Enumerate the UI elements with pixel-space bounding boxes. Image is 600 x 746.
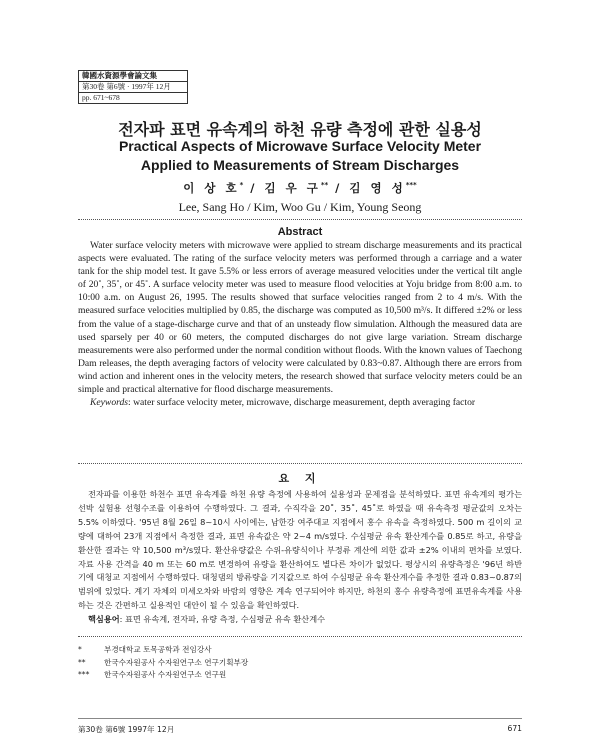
summary-body: 전자파를 이용한 하천수 표면 유속계를 하천 유량 측정에 사용하여 실용성과 문제점을 분석하였다. 표면 유속계의 평가는 선박 실험용 선형수조를 이용하여 수행하였다. 그 결과, 수직각을 20˚, 35˚, 45˚로 하였을 때 유속측정 평균값의 오차는 5.5% 이하였다. '95년 8월 26일 8~10시 사이에는, 남한강 여주대교 지점에서 홍수 유속을 측정하였다. 500 m 길이의 교량에 대하여 23개 지점에서 측정한 결과, 표면 유속값은 약 2~4 m/s였다. 수심평균 유속 환산계수를 0.85로 하고, 유량을 환산한 결과는 약 10,500 m³/s였다. 환산유량값은 수위-유량식이나 부정류 계산에 의한 값과 ±2% 이내의 편차를 보였다. 자료 사용 간격을 40 m 또는 60 m로 변경하여 유량을 환산하여도 별다른 차이가 없었다. 평상시의 유량측정은 '96년 하반기에 대청교 지점에서 수행하였다. 대청댐의 방류량을 기지값으로 하여 수심평균 유속 환산계수를 추정한 결과 0.83~0.87의 범위에 있었다. 계기 자체의 미세오차와 바람의 영향은 계속 연구되어야 하지만, 하천의 홍수 유량측정에 표면유속계를 사용하는 것은 간편하고 실용적인 대안이 될 수 있음을 확인하였다.: [78, 489, 522, 611]
summary-heading: 요 지: [278, 472, 322, 485]
affiliation-mark: ***: [78, 670, 90, 679]
authors-english: Lee, Sang Ho / Kim, Woo Gu / Kim, Young Seong: [178, 200, 422, 214]
author-2: 김 우 구: [264, 181, 321, 195]
author-1-mark: *: [239, 181, 244, 190]
abstract: [78, 239, 522, 409]
author-3: 김 영 성: [349, 181, 406, 195]
affiliation-row: [78, 669, 522, 682]
journal-pages: pp. 671~678: [82, 93, 120, 102]
summary-keywords: [78, 613, 522, 627]
abstract-heading: Abstract: [277, 226, 323, 238]
divider: [78, 219, 522, 220]
page-number: 671: [507, 724, 522, 733]
affiliation-mark: **: [78, 657, 86, 667]
affiliation-text: 부경대학교 토목공학과 전임강사: [104, 645, 212, 654]
journal-name: 韓國水資源學會論文集: [79, 71, 187, 82]
title-korean: 전자파 표면 유속계의 하천 유량 측정에 관한 실용성: [118, 120, 482, 139]
summary-keywords-label: 핵심용어: [88, 614, 120, 625]
divider: [78, 463, 522, 464]
keywords-label: Keywords: [90, 397, 129, 409]
affiliation-mark: *: [78, 645, 82, 654]
summary-keywords-text: : 표면 유속계, 전자파, 유량 측정, 수심평균 유속 환산계수: [119, 614, 326, 625]
journal-volume: 第30卷 第6號 · 1997年 12月: [79, 82, 187, 93]
keywords-text: : water surface velocity meter, microwave, discharge measurement, depth averaging factor: [128, 397, 476, 409]
korean-summary: [78, 488, 522, 627]
affiliation-row: [78, 657, 522, 670]
author-separator: /: [243, 181, 265, 195]
authors-korean: [0, 180, 600, 196]
title-english-line1: Practical Aspects of Microwave Surface Velocity Meter: [118, 138, 482, 154]
title-english-line2: Applied to Measurements of Stream Discharges: [140, 157, 460, 173]
author-2-mark: **: [320, 181, 329, 190]
page-footer: [78, 724, 522, 735]
author-3-mark: ***: [405, 181, 417, 190]
author-1: 이 상 호: [183, 181, 240, 195]
author-separator: /: [328, 181, 350, 195]
abstract-keywords: [78, 396, 522, 409]
affiliations: [78, 644, 522, 682]
footer-rule: [78, 718, 522, 719]
abstract-body: Water surface velocity meters with microwave were applied to stream discharge measurements and its practical aspects were evaluated. The rating of the surface velocity meters was performed through a carriage and a water tank for the ship model test. It gave 5.5% or less errors of average measured velocities under the vertical tilt angle of 20˚, 35˚, or 45˚. A surface velocity meter was used to measure flood velocities at Yoju bridge from 8:00 a.m. to 10:00 a.m. on August 26, 1995. The results showed that surface velocities ranged from 2 to 4 m/s. With the measured surface velocities multiplied by 0.85, the discharge was computed as 10,500 m³/s. It differed ±2% or less from the value of a stage-discharge curve and that of an unsteady flow simulation. Although the measured data are used sparsely per 40 or 60 meters, the computed discharges do not give large variation. Stream discharge measurements were also performed under the normal condition without floods. With the known values of Taechong Dam releases, the depth averaging factors of velocity were calculated by 0.83~0.87. Although there are errors from wind action and inherent ones in the velocity meters, the research showed that surface velocity meters could be an simple and practical alternative for flood discharge measurements.: [78, 240, 522, 396]
divider: [78, 636, 522, 637]
affiliation-text: 한국수자원공사 수자원연구소 연구기획부장: [104, 657, 249, 667]
affiliation-text: 한국수자원공사 수자원연구소 연구원: [104, 670, 227, 679]
journal-info-box: [78, 70, 188, 104]
affiliation-row: [78, 644, 522, 657]
footer-issue: 第30卷 第6號 1997年 12月: [78, 725, 175, 734]
